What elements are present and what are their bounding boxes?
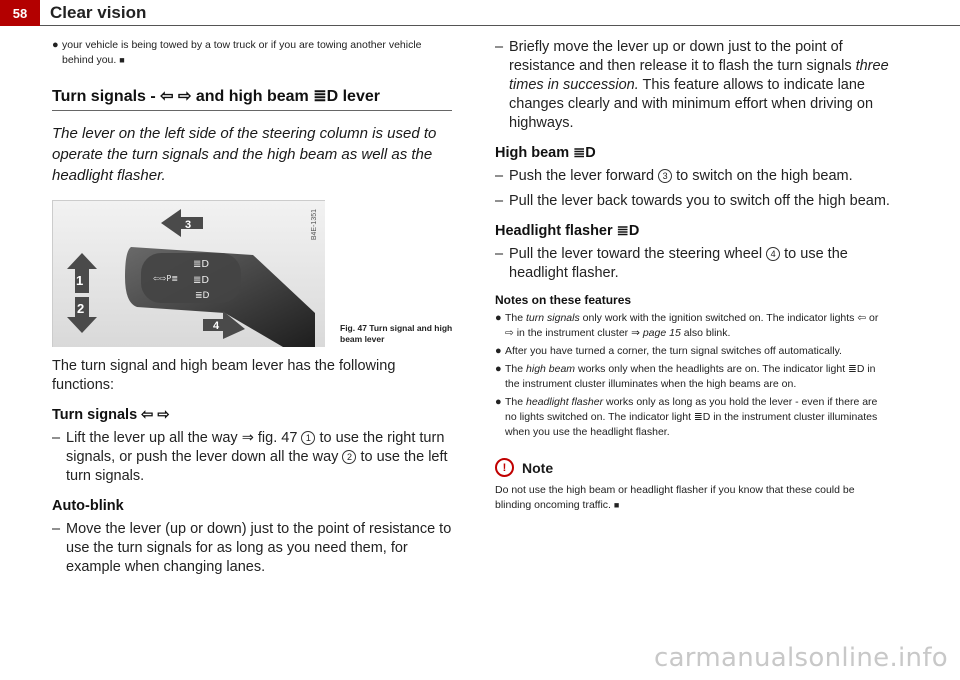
bullet-marker: ● [52,39,59,51]
caution-text: Do not use the high beam or headlight flasher if you know that these could be blinding oncoming traffic. ■ [495,484,855,511]
notes-heading: Notes on these features [495,293,632,307]
callout-2: 2 [77,301,85,316]
chapter-title: Clear vision [50,3,147,22]
page-ref-link[interactable]: page 15 [642,327,681,339]
section-lead: The lever on the left side of the steering column is used to operate the turn signals and the high beam as well as the headlight flasher. [52,125,437,184]
caution-title: Note [522,459,554,476]
figure-code: B4E-1351 [311,209,318,241]
callout-ref-1: 1 [301,431,315,445]
flash-text-em: three times in succession. [509,58,889,93]
lever-symbol-highbeam-2: ≣D [193,275,210,286]
callout-ref-2: 2 [342,450,356,464]
flasher-step: – Pull the lever toward the steering wheel 4 to use the headlight flasher. [495,246,848,281]
end-mark: ■ [119,55,125,65]
header-divider [40,25,960,26]
intro-bullet-text: your vehicle is being towed by a tow truck or if you are towing another vehicle behind you. [62,39,422,66]
caution-icon: ! [495,458,514,477]
note-item-4: ● The headlight flasher works only as long as you hold the lever - even if there are no lights switched on. The indicator light ≣D in the instrument cluster illuminates when you use the headlight flasher. [495,396,878,438]
watermark: carmanualsonline.info [653,643,948,673]
lever-figure [52,200,453,347]
callout-4: 4 [213,320,220,332]
flash-text-b: This feature allows to indicate lane changes clearly and with minimum effort when driving on highways. [509,77,874,131]
turn-signals-step: – Lift the lever up all the way ⇒ fig. 47 1 to use the right turn signals, or push the lever down all the way 2 to use the left turn signals. [52,430,448,484]
autoblink-step: – Move the lever (up or down) just to the point of resistance to use the turn signals for as long as you need them, for example when changing lanes. [52,521,452,575]
hb-step2-text: Pull the lever back towards you to switch off the high beam. [509,193,890,209]
high-beam-step-2: – Pull the lever back towards you to switch off the high beam. [495,193,890,209]
lever-symbol-flasher: ≣D [195,291,210,301]
hb-step1-text-a: Push the lever forward [509,168,655,184]
turn-signals-text-b: to use the right turn signals, or push the lever down all the way [66,430,445,465]
turn-signals-text-c: to use the left turn signals. [66,449,448,484]
lever-symbol-highbeam-1: ≣D [193,259,210,270]
flasher-text-a: Pull the lever toward the steering wheel [509,246,763,262]
flash-text-a: Briefly move the lever up or down just to the point of resistance and then release it to flash the turn signals [509,39,852,74]
flasher-text-b: to use the headlight flasher. [509,246,848,281]
page-number: 58 [0,0,40,26]
autoblink-flash-step: – Briefly move the lever up or down just to the point of resistance and then release it to flash the turn signals three times in succession. This feature allows to indicate lane changes clearly and with minimum effort when driving on highways. [495,39,889,131]
high-beam-step-1: – Push the lever forward 3 to switch on the high beam. [495,168,853,184]
turn-signals-text-a: Lift the lever up all the way ⇒ fig. 47 [66,430,298,446]
autoblink-text: Move the lever (up or down) just to the point of resistance to use the turn signals for as long as you need them, for example when changing lanes. [66,521,452,575]
lever-illustration [53,201,325,347]
autoblink-heading: Auto-blink [52,498,124,514]
end-mark: ■ [613,500,620,510]
right-column [495,38,890,513]
lever-symbol-turn: ⇦⇨P≣ [153,274,178,283]
left-column [52,38,452,583]
note-item-2: ● After you have turned a corner, the turn signal switches off automatically. [495,345,842,357]
flasher-heading: Headlight flasher ≣D [495,223,640,239]
figure-caption: Fig. 47 Turn signal and high beam lever [340,323,453,344]
note-item-1: ● The turn signals only work with the ignition switched on. The indicator lights ⇦ or ⇨ in the instrument cluster ⇒ page 15 also blink. [495,312,879,339]
callout-ref-3: 3 [658,169,672,183]
intro-bullet [52,38,452,68]
functions-paragraph: The turn signal and high beam lever has the following functions: [52,358,396,393]
section-title: Turn signals - ⇦ ⇨ and high beam ≣D lever [52,86,452,111]
high-beam-heading: High beam ≣D [495,145,596,161]
callout-1: 1 [76,273,84,288]
hb-step1-text-b: to switch on the high beam. [676,168,853,184]
callout-ref-4: 4 [766,247,780,261]
turn-signals-heading: Turn signals ⇦ ⇨ [52,407,170,423]
callout-3: 3 [185,219,192,231]
caution-header [495,458,890,477]
note-item-3: ● The high beam works only when the headlights are on. The indicator light ≣D in the instrument cluster illuminates when the high beams are on. [495,363,876,390]
